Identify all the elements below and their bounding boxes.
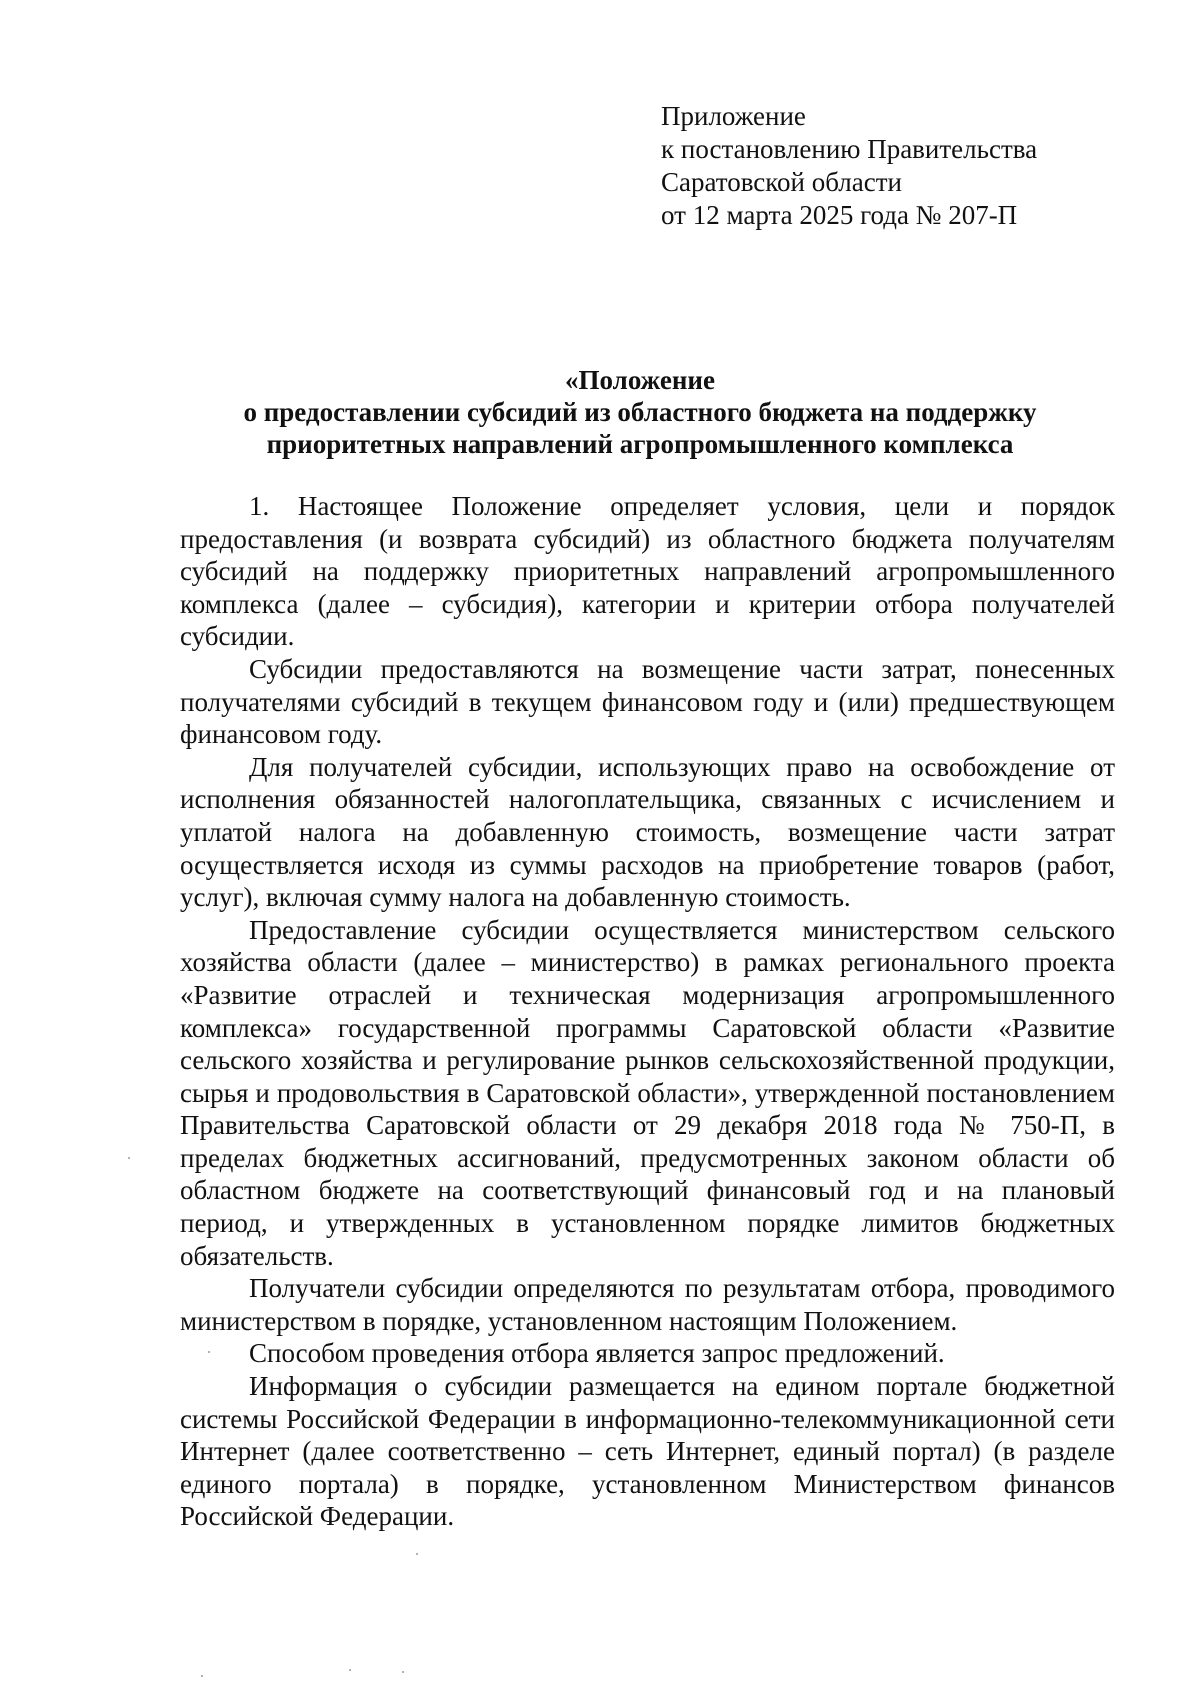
annex-line-3: Саратовской области [661,167,902,197]
paragraph-2: Субсидии предоставляются на возмещение части затрат, понесенных получателями субсидий в текущем финансовом году и (или) предшествующем финансовом году. [180,653,1115,750]
document-body [180,490,1115,1533]
paragraph-6: Способом проведения отбора является запрос предложений. [249,1338,945,1369]
annex-block [661,100,1037,232]
document-title [180,364,1100,460]
title-line-1: «Положение [565,365,715,395]
annex-line-1: Приложение [661,101,806,131]
scan-speck [416,1553,418,1555]
paragraph-7: Информация о субсидии размещается на едином портале бюджетной системы Российской Федерации в информационно-телекоммуникационной сети Интернет (далее соответственно – сеть Интернет, единый портал) (в разделе единого портала) в порядке, установленном Министерством финансов Российской Федерации. [180,1371,1115,1532]
annex-line-2: к постановлению Правительства [661,134,1038,164]
paragraph-5: Получатели субсидии определяются по результатам отбора, проводимого министерством в порядке, установленном настоящим Положением. [180,1273,1115,1336]
title-line-3: приоритетных направлений агропромышленного комплекса [266,429,1014,459]
paragraph-1: 1. Настоящее Положение определяет условия, цели и порядок предоставления (и возврата субсидий) из областного бюджета получателям субсидий на поддержку приоритетных направлений агропромышленного комплекса (далее – субсидия), категории и критерии отбора получателей субсидии. [180,491,1115,652]
scan-speck [128,1157,130,1159]
title-line-2: о предоставлении субсидий из областного бюджета на поддержку [243,397,1037,427]
paragraph-3: Для получателей субсидии, использующих право на освобождение от исполнения обязанностей налогоплательщика, связанных с исчислением и уплатой налога на добавленную стоимость, возмещение части затрат осуществляется исходя из суммы расходов на приобретение товаров (работ, услуг), включая сумму налога на добавленную стоимость. [180,751,1115,913]
paragraph-4: Предоставление субсидии осуществляется министерством сельского хозяйства области (далее – министерство) в рамках регионального проекта «Развитие отраслей и техническая модернизация агропромышленного комплекса» государственной программы Саратовской области «Развитие сельского хозяйства и регулирование рынков сельскохозяйственной продукции, сырья и продовольствия в Саратовской области», утвержденной постановлением Правительства Саратовской области от 29 декабря 2018 года № 750-П, в пределах бюджетных ассигнований, предусмотренных законом области об областном бюджете на соответствующий финансовый год и на плановый период, и утвержденных в установленном порядке лимитов бюджетных обязательств. [180,914,1115,1271]
scan-speck [349,1669,351,1671]
scan-speck [201,1675,203,1677]
scan-speck [208,1351,210,1353]
scan-speck [402,1671,404,1673]
annex-line-4: от 12 марта 2025 года № 207-П [661,200,1018,230]
